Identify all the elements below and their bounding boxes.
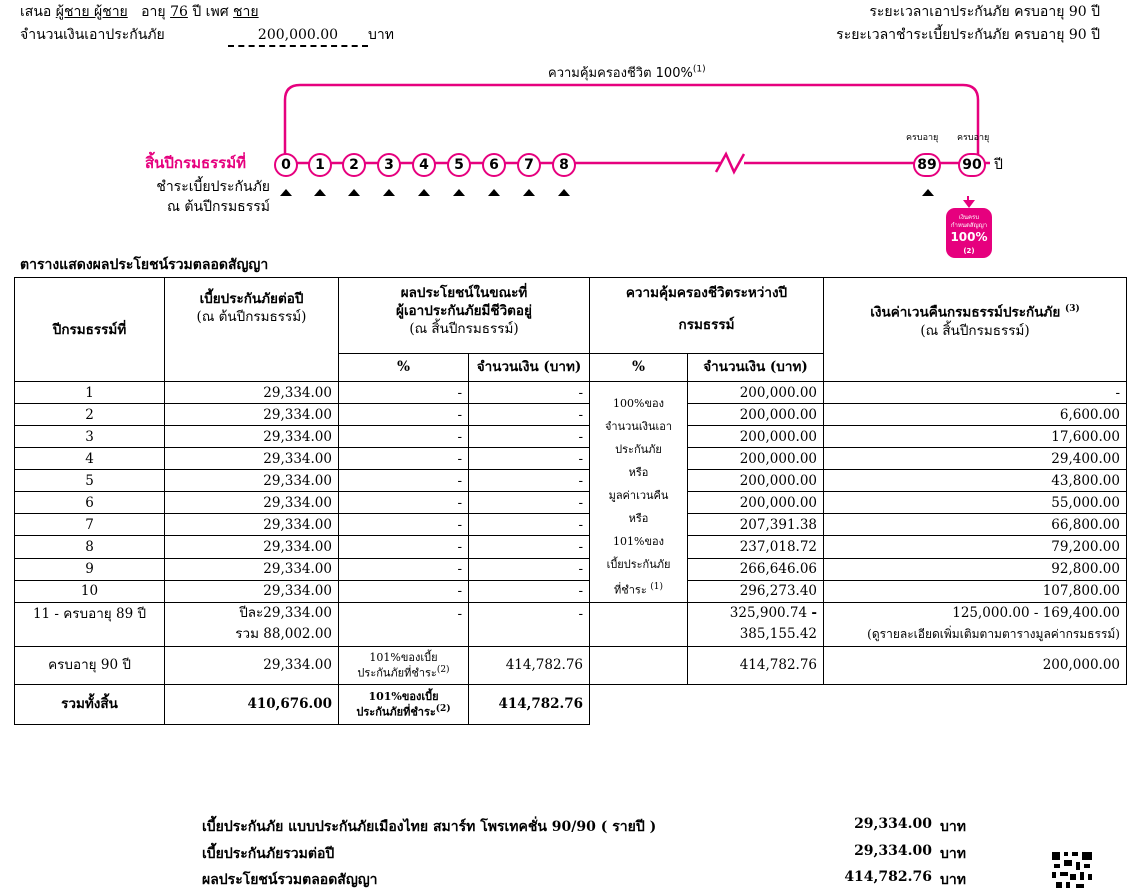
col-header-year: ปีกรมธรรม์ที่: [15, 278, 165, 382]
cell-year: 3: [15, 426, 165, 448]
premium-total: รวม 88,002.00: [235, 626, 332, 643]
cell-coverage: 207,391.38: [688, 514, 824, 536]
cell-coverage: 200,000.00: [688, 470, 824, 492]
year-marker: 3: [377, 153, 401, 177]
col-cov-line1: ความคุ้มครองชีวิตระหว่างปี: [625, 285, 788, 301]
empty-cell: [590, 684, 688, 724]
total-pct-line1: 101%ของเบี้ย: [368, 689, 439, 703]
cell-amount: -: [469, 514, 590, 536]
table-row: [15, 514, 1127, 536]
cell-total-amount: 414,782.76: [469, 684, 590, 724]
cell-year: 4: [15, 448, 165, 470]
cell-cash: 92,800.00: [824, 558, 1127, 580]
year-end-label: สิ้นปีกรมธรรม์ที่: [145, 154, 247, 172]
cell-year: 11 - ครบอายุ 89 ปี: [15, 602, 165, 646]
cell-year: 7: [15, 514, 165, 536]
pct-ref: (2): [436, 664, 450, 675]
pay-label-2: ณ ต้นปีกรมธรรม์: [166, 199, 270, 215]
age-89-marker: 89: [913, 153, 941, 177]
coverage-min: 325,900.74: [729, 605, 808, 622]
table-row: [15, 404, 1127, 426]
cell-year: 9: [15, 558, 165, 580]
cell-cash: 17,600.00: [824, 426, 1127, 448]
cell-pct: -: [339, 382, 469, 404]
year-marker: 2: [342, 153, 366, 177]
cell-amount: -: [469, 404, 590, 426]
table-row-maturity: [15, 646, 1127, 684]
maturity-line1: เงินครบ: [958, 214, 980, 221]
cell-cash: -: [824, 382, 1127, 404]
cov-note-ref: (1): [650, 582, 663, 592]
maturity-badge: [946, 208, 992, 258]
cell-cash: 200,000.00: [824, 646, 1127, 684]
payment-triangle-icon: [558, 189, 570, 196]
cov-note-line: ที่ชำระ: [614, 583, 647, 597]
table-row-range: [15, 602, 1127, 646]
cell-amount: -: [469, 558, 590, 580]
cell-total-premium: 410,676.00: [165, 684, 339, 724]
age-caption-89: ครบอายุ: [906, 133, 939, 143]
cell-pct: -: [339, 448, 469, 470]
cell-premium: 29,334.00: [165, 426, 339, 448]
cell-year: 10: [15, 580, 165, 602]
cell-cash: 79,200.00: [824, 536, 1127, 558]
col-cov-line2: กรมธรรม์: [678, 317, 735, 333]
year-marker: 1: [308, 153, 332, 177]
summary-premium-unit: บาท: [940, 819, 966, 835]
cell-pct: -: [339, 404, 469, 426]
cell-total-pct: [339, 684, 469, 724]
cov-note-line: ประกันภัย: [615, 443, 662, 456]
insured-name: ผู้ชาย ผู้ชาย: [55, 4, 128, 20]
cell-amount: -: [469, 492, 590, 514]
table-row: [15, 448, 1127, 470]
maturity-pct: [946, 230, 992, 261]
empty-cell: [824, 684, 1127, 724]
cell-coverage: 200,000.00: [688, 426, 824, 448]
cell-coverage: 200,000.00: [688, 382, 824, 404]
cell-cash: 6,600.00: [824, 404, 1127, 426]
payment-triangle-icon: [280, 189, 292, 196]
cell-premium: 29,334.00: [165, 536, 339, 558]
payment-triangle-icon: [488, 189, 500, 196]
sum-insured-label: จำนวนเงินเอาประกันภัย: [20, 27, 165, 43]
cov-note-line: 100%ของ: [613, 397, 664, 410]
table-row: [15, 426, 1127, 448]
cell-cash: 55,000.00: [824, 492, 1127, 514]
gender-value: ชาย: [233, 4, 259, 20]
cell-cov-pct: [590, 602, 688, 646]
gender-label: ปี เพศ: [192, 4, 229, 20]
sub-header-pct: %: [339, 353, 469, 381]
pct-line2: ประกันภัยที่ชำระ: [357, 666, 437, 680]
cell-coverage: [688, 602, 824, 646]
age-value: 76: [170, 4, 188, 20]
cell-pct: -: [339, 492, 469, 514]
benefit-table: [14, 277, 1127, 725]
payment-triangle-icon: [348, 189, 360, 196]
maturity-arrow-icon: [963, 200, 975, 208]
empty-cell: [688, 684, 824, 724]
sub-header-amount: จำนวนเงิน (บาท): [469, 353, 590, 381]
table-header-row: [15, 278, 1127, 354]
cell-coverage: 414,782.76: [688, 646, 824, 684]
coverage-label: [548, 62, 706, 83]
total-pct-ref: (2): [435, 703, 451, 714]
payment-triangle-icon: [314, 189, 326, 196]
summary-benefit-value: 414,782.76: [844, 869, 932, 885]
cell-cash: 43,800.00: [824, 470, 1127, 492]
cell-pct: -: [339, 558, 469, 580]
table-row: [15, 470, 1127, 492]
cov-note-line: หรือ: [628, 512, 649, 525]
payment-triangle-icon: [453, 189, 465, 196]
col-cash-line1: เงินค่าเวนคืนกรมธรรม์ประกันภัย: [870, 304, 1061, 321]
cell-coverage: 200,000.00: [688, 448, 824, 470]
cell-premium: 29,334.00: [165, 470, 339, 492]
cell-amount: -: [469, 602, 590, 646]
cell-cash: 66,800.00: [824, 514, 1127, 536]
sum-insured-unit: บาท: [368, 27, 394, 43]
col-premium-line2: (ณ ต้นปีกรมธรรม์): [196, 309, 307, 325]
cell-amount: -: [469, 470, 590, 492]
table-row: [15, 558, 1127, 580]
payment-triangle-icon: [922, 189, 934, 196]
coverage-note-cell: [590, 382, 688, 603]
table-title: ตารางแสดงผลประโยชน์รวมตลอดสัญญา: [20, 257, 269, 273]
age-90-marker: 90: [958, 153, 986, 177]
cell-premium: 29,334.00: [165, 580, 339, 602]
age-caption-90: ครบอายุ: [957, 133, 990, 143]
cell-premium: 29,334.00: [165, 404, 339, 426]
summary-premium-label: เบี้ยประกันภัย แบบประกันภัยเมืองไทย สมาร์ท โพรเทคชั่น 90/90 ( รายปี ): [202, 819, 657, 835]
year-marker: 7: [517, 153, 541, 177]
col-living-line2: ผู้เอาประกันภัยมีชีวิตอยู่: [396, 303, 532, 319]
cell-pct: -: [339, 580, 469, 602]
year-marker: 5: [447, 153, 471, 177]
year-marker: 6: [482, 153, 506, 177]
summary-benefit-unit: บาท: [940, 872, 966, 888]
cell-total-label: รวมทั้งสิ้น: [15, 684, 165, 724]
table-row: [15, 536, 1127, 558]
cell-coverage: 296,273.40: [688, 580, 824, 602]
coverage-period: ระยะเวลาเอาประกันภัย ครบอายุ 90 ปี: [869, 4, 1100, 20]
pay-label-1: ชำระเบี้ยประกันภัย: [156, 179, 270, 195]
cell-coverage: 266,646.06: [688, 558, 824, 580]
cov-note-line: เบี้ยประกันภัย: [606, 558, 671, 571]
cell-cash: 29,400.00: [824, 448, 1127, 470]
cell-pct: -: [339, 536, 469, 558]
year-marker: 0: [274, 153, 298, 177]
total-pct-line2: ประกันภัยที่ชำระ: [356, 705, 436, 719]
year-marker: 8: [552, 153, 576, 177]
coverage-ref: (1): [692, 64, 706, 75]
col-header-coverage: [590, 278, 824, 354]
payment-triangle-icon: [523, 189, 535, 196]
cell-premium: 29,334.00: [165, 558, 339, 580]
maturity-ref: (2): [963, 247, 975, 255]
cell-year: 6: [15, 492, 165, 514]
coverage-dash: -: [811, 605, 817, 622]
cell-pct: -: [339, 514, 469, 536]
summary-total-premium-label: เบี้ยประกันภัยรวมต่อปี: [202, 846, 335, 862]
table-row: [15, 382, 1127, 404]
cell-premium: 29,334.00: [165, 514, 339, 536]
cell-amount: -: [469, 426, 590, 448]
cell-pct: -: [339, 426, 469, 448]
cell-premium: 29,334.00: [165, 382, 339, 404]
sub-header-cov-amount: จำนวนเงิน (บาท): [688, 353, 824, 381]
cell-year: ครบอายุ 90 ปี: [15, 646, 165, 684]
year-unit: ปี: [994, 157, 1003, 173]
col-living-line3: (ณ สิ้นปีกรมธรรม์): [409, 321, 519, 337]
col-cash-ref: (3): [1064, 304, 1080, 314]
col-cash-line2: (ณ สิ้นปีกรมธรรม์): [920, 322, 1030, 339]
cell-cov-pct: [590, 646, 688, 684]
summary-total-premium-unit: บาท: [940, 846, 966, 862]
cash-note: (ดูรายละเอียดเพิ่มเติมตามตารางมูลค่ากรมธรรม์): [867, 627, 1120, 642]
cov-note-line: จำนวนเงินเอา: [604, 420, 673, 433]
qr-code-icon: [1050, 850, 1094, 888]
payment-triangle-icon: [418, 189, 430, 196]
cell-amount: -: [469, 382, 590, 404]
col-header-premium: [165, 278, 339, 382]
coverage-timeline: [0, 0, 1142, 255]
pct-line1: 101%ของเบี้ย: [369, 650, 438, 664]
cell-year: 5: [15, 470, 165, 492]
coverage-max: 385,155.42: [739, 626, 817, 643]
cell-premium: 29,334.00: [165, 448, 339, 470]
cell-coverage: 237,018.72: [688, 536, 824, 558]
cell-amount: -: [469, 536, 590, 558]
cell-cash: 107,800.00: [824, 580, 1127, 602]
payment-triangle-icon: [383, 189, 395, 196]
maturity-line2: กำหนดสัญญา: [950, 222, 988, 229]
table-row: [15, 580, 1127, 602]
table-row: [15, 492, 1127, 514]
payment-period: ระยะเวลาชำระเบี้ยประกันภัย ครบอายุ 90 ปี: [836, 27, 1100, 43]
cov-note-line: มูลค่าเวนคืน: [608, 489, 669, 502]
table-row-total: [15, 684, 1127, 724]
summary-total-premium-value: 29,334.00: [854, 843, 932, 859]
premium-per-year: ปีละ29,334.00: [239, 605, 332, 622]
cov-note-line: หรือ: [628, 466, 649, 479]
cell-pct: -: [339, 470, 469, 492]
cell-premium: 29,334.00: [165, 646, 339, 684]
cell-amount: -: [469, 580, 590, 602]
prefix-label: เสนอ: [20, 4, 52, 20]
sum-insured-value: 200,000.00: [228, 25, 368, 47]
cell-pct: -: [339, 602, 469, 646]
sub-header-cov-pct: %: [590, 353, 688, 381]
cell-cash: [824, 602, 1127, 646]
col-living-line1: ผลประโยชน์ในขณะที่: [400, 285, 528, 301]
cell-year: 1: [15, 382, 165, 404]
maturity-pct-value: 100%: [950, 230, 988, 244]
year-marker: 4: [412, 153, 436, 177]
col-header-living: [339, 278, 590, 354]
cell-year: 8: [15, 536, 165, 558]
col-header-cash: [824, 278, 1127, 382]
cell-premium: 29,334.00: [165, 492, 339, 514]
cell-year: 2: [15, 404, 165, 426]
cell-amount: 414,782.76: [469, 646, 590, 684]
cell-coverage: 200,000.00: [688, 492, 824, 514]
age-label: อายุ: [141, 4, 166, 20]
col-premium-line1: เบี้ยประกันภัยต่อปี: [199, 291, 304, 307]
coverage-label-text: ความคุ้มครองชีวิต 100%: [548, 66, 693, 81]
cell-premium: [165, 602, 339, 646]
summary-benefit-label: ผลประโยชน์รวมตลอดสัญญา: [202, 872, 378, 888]
cell-pct: [339, 646, 469, 684]
cell-coverage: 200,000.00: [688, 404, 824, 426]
cov-note-line: 101%ของ: [613, 535, 664, 548]
cell-amount: -: [469, 448, 590, 470]
summary-premium-value: 29,334.00: [854, 816, 932, 832]
cash-range: 125,000.00 - 169,400.00: [952, 605, 1120, 622]
